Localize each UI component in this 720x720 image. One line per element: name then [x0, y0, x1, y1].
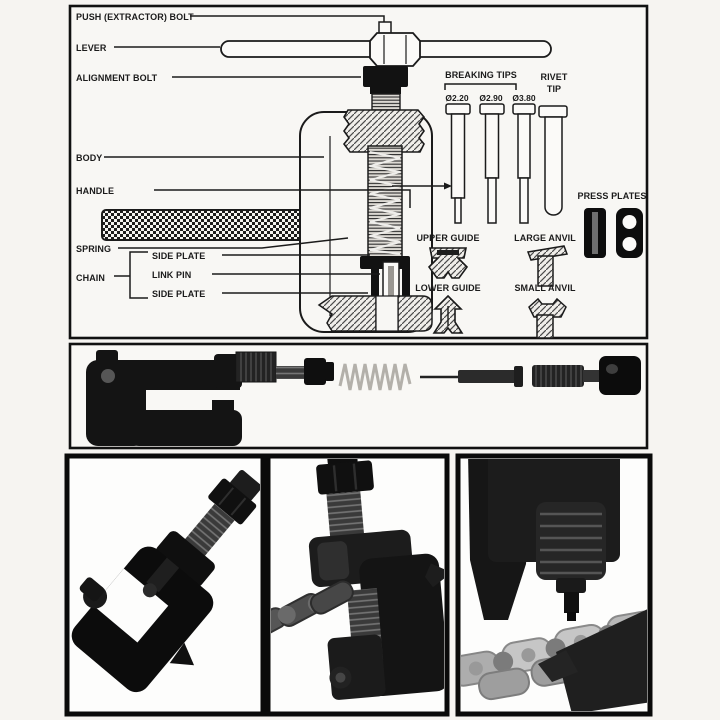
tip-size-1: Ø2.20 [445, 93, 469, 103]
handle-drawing [102, 210, 318, 240]
exploded-view-panel [70, 344, 647, 448]
photo-panel-2 [240, 438, 461, 714]
side-plate-bottom-label: SIDE PLATE [152, 289, 206, 299]
push-extractor-bolt-label: PUSH (EXTRACTOR) BOLT [76, 12, 194, 22]
press-plate-hole-bottom [623, 237, 637, 251]
handle-label: HANDLE [76, 186, 115, 196]
anvil-base-drawing [319, 296, 432, 331]
tip-size-2: Ø2.90 [479, 93, 503, 103]
clamp-screw-drawing [276, 366, 306, 379]
spring-label: SPRING [76, 244, 112, 254]
clamp-hole [101, 369, 115, 383]
chain-label: CHAIN [76, 273, 105, 283]
large-anvil-label: LARGE ANVIL [514, 233, 576, 243]
body-label: BODY [76, 153, 103, 163]
labeled-diagram-panel [70, 6, 647, 338]
side-plate-top-label: SIDE PLATE [152, 251, 206, 261]
press-plate-slot [592, 212, 598, 254]
upper-guide-slot [437, 250, 459, 255]
photo-panel-3 [446, 446, 665, 714]
push-bolt-hole [606, 364, 618, 374]
rivet-tip-label-line2: TIP [546, 84, 562, 94]
upper-guide-label: UPPER GUIDE [416, 233, 480, 243]
clamp-knob-drawing [304, 358, 326, 385]
hex-nut-drawing [370, 33, 420, 66]
lower-guide-label: LOWER GUIDE [415, 283, 481, 293]
breaking-tips-title: BREAKING TIPS [445, 70, 517, 80]
tip-size-3: Ø3.80 [512, 93, 536, 103]
link-pin-label: LINK PIN [152, 270, 192, 280]
alignment-bolt-label: ALIGNMENT BOLT [76, 73, 158, 83]
lever-label: LEVER [76, 43, 107, 53]
rivet-tip-label-line1: RIVET [540, 72, 568, 82]
spring-drawing [368, 146, 402, 258]
breaking-tips-group [445, 70, 536, 223]
press-plate-hole-top [623, 215, 637, 229]
small-anvil-label: SMALL ANVIL [514, 283, 576, 293]
press-plates-label: PRESS PLATES [577, 191, 647, 201]
